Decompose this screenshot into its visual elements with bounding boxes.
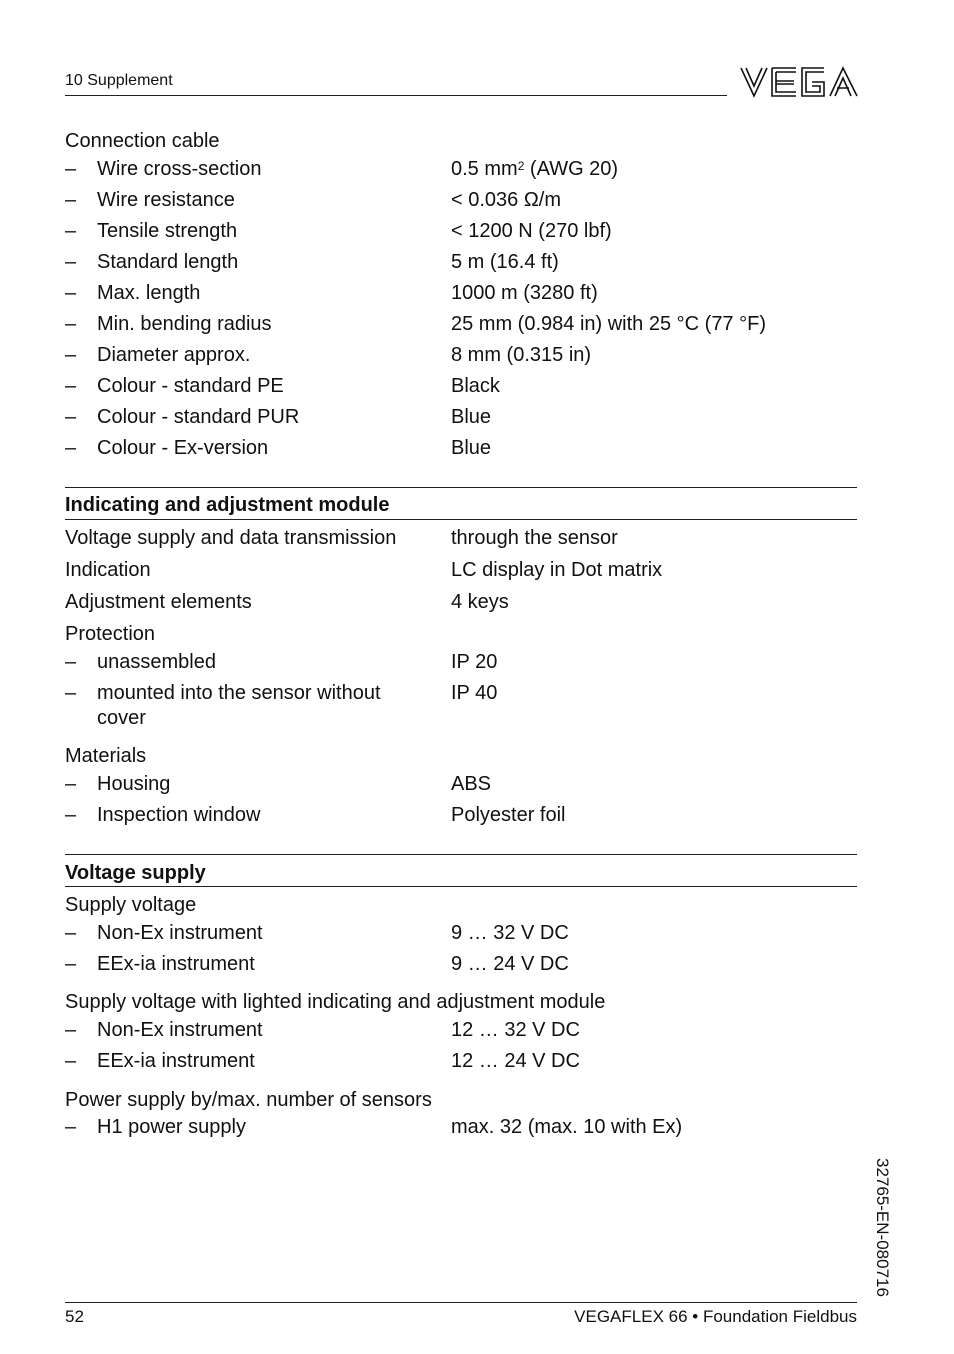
dash: – [65, 406, 77, 428]
spec-label: H1 power supply [97, 1116, 246, 1138]
section-rule-top [65, 487, 857, 488]
section-rule-bottom [65, 519, 857, 520]
spec-value: LC display in Dot matrix [451, 559, 663, 581]
footer-document-title: VEGAFLEX 66 • Foundation Fieldbus [574, 1307, 857, 1326]
spec-value: 12 … 24 V DC [451, 1050, 580, 1072]
footer-rule [65, 1302, 857, 1303]
dash: – [65, 773, 77, 795]
dash: – [65, 344, 77, 366]
spec-value-suffix: (AWG 20) [524, 158, 619, 180]
spec-label: Indication [65, 559, 151, 581]
spec-label: Housing [97, 773, 171, 795]
spec-value: 12 … 32 V DC [451, 1019, 580, 1041]
spec-value: Blue [451, 406, 492, 428]
dash: – [65, 953, 77, 975]
dash: – [65, 375, 77, 397]
spec-label: mounted into the sensor without cover [97, 682, 381, 729]
power-supply-title: Power supply by/max. number of sensors [65, 1089, 432, 1111]
dash: – [65, 682, 77, 704]
spec-label: Voltage supply and data transmission [65, 527, 397, 549]
spec-value: ABS [451, 773, 492, 795]
dash: – [65, 1116, 77, 1138]
spec-label: Max. length [97, 282, 201, 304]
spec-label: Inspection window [97, 804, 261, 826]
spec-label: Adjustment elements [65, 591, 252, 613]
spec-value: through the sensor [451, 527, 618, 549]
spec-label: Colour - standard PE [97, 375, 284, 397]
dash: – [65, 282, 77, 304]
spec-value: 8 mm (0.315 in) [451, 344, 592, 366]
dash: – [65, 251, 77, 273]
section-rule-bottom [65, 886, 857, 887]
spec-label: Non-Ex instrument [97, 922, 263, 944]
header-rule [65, 95, 727, 96]
spec-label: Tensile strength [97, 220, 238, 242]
dash: – [65, 189, 77, 211]
spec-value: 1000 m (3280 ft) [451, 282, 598, 304]
dash: – [65, 220, 77, 242]
document-code: 32765-EN-080716 [873, 1158, 892, 1297]
spec-label: Wire resistance [97, 189, 235, 211]
supply-voltage-title: Supply voltage [65, 894, 197, 916]
spec-value [451, 157, 618, 182]
spec-label: unassembled [97, 651, 216, 673]
spec-value: IP 40 [451, 682, 498, 704]
spec-value-main: 0.5 mm [451, 158, 518, 180]
spec-value: < 1200 N (270 lbf) [451, 220, 612, 242]
section-rule-top [65, 854, 857, 855]
dash: – [65, 437, 77, 459]
spec-value: 4 keys [451, 591, 509, 613]
spec-value: 9 … 24 V DC [451, 953, 569, 975]
lighted-supply-title: Supply voltage with lighted indicating and adjustment module [65, 991, 606, 1013]
spec-value: 5 m (16.4 ft) [451, 251, 559, 273]
spec-label: Non-Ex instrument [97, 1019, 263, 1041]
vega-logo [740, 66, 858, 98]
dash: – [65, 158, 77, 180]
spec-value: IP 20 [451, 651, 498, 673]
dash: – [65, 922, 77, 944]
section-title-indicating: Indicating and adjustment module [65, 494, 390, 516]
superscript: 2 [517, 159, 525, 173]
spec-label: EEx-ia instrument [97, 953, 255, 975]
spec-value: Blue [451, 437, 492, 459]
spec-value: < 0.036 Ω/m [451, 189, 562, 211]
spec-value: 25 mm (0.984 in) with 25 °C (77 °F) [451, 313, 766, 335]
spec-label: EEx-ia instrument [97, 1050, 255, 1072]
dash: – [65, 313, 77, 335]
spec-value: 9 … 32 V DC [451, 922, 569, 944]
spec-label: Colour - standard PUR [97, 406, 300, 428]
spec-label: Standard length [97, 251, 239, 273]
dash: – [65, 1019, 77, 1041]
connection-cable-title: Connection cable [65, 130, 220, 152]
spec-value: Black [451, 375, 500, 397]
dash: – [65, 651, 77, 673]
spec-label: Min. bending radius [97, 313, 272, 335]
spec-label: Wire cross-section [97, 158, 262, 180]
dash: – [65, 1050, 77, 1072]
header-section: 10 Supplement [65, 72, 173, 89]
spec-label: Colour - Ex-version [97, 437, 269, 459]
spec-label: Diameter approx. [97, 344, 251, 366]
page-number: 52 [65, 1307, 84, 1326]
spec-value: max. 32 (max. 10 with Ex) [451, 1116, 683, 1138]
dash: – [65, 804, 77, 826]
spec-value: Polyester foil [451, 804, 566, 826]
materials-title: Materials [65, 745, 147, 767]
protection-title: Protection [65, 623, 156, 645]
section-title-voltage: Voltage supply [65, 862, 206, 884]
